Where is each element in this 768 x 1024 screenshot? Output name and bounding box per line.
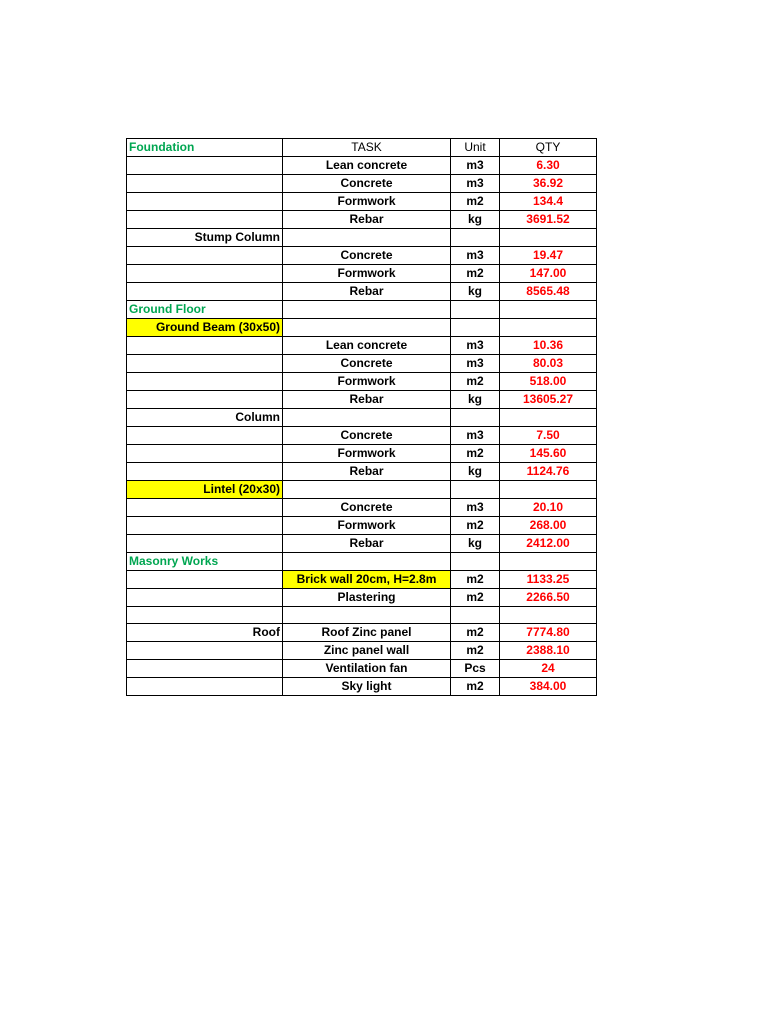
section-cell [127, 157, 283, 175]
unit-cell: kg [451, 211, 500, 229]
task-cell [283, 607, 451, 624]
section-cell [127, 607, 283, 624]
table-row [127, 642, 597, 660]
qty-cell: 1133.25 [500, 571, 597, 589]
unit-cell: m2 [451, 624, 500, 642]
highlighted-task-cell: Brick wall 20cm, H=2.8m [283, 571, 451, 589]
section-cell [127, 355, 283, 373]
table-row [127, 265, 597, 283]
task-cell: Rebar [283, 463, 451, 481]
table-row [127, 535, 597, 553]
section-cell [127, 247, 283, 265]
qty-cell [500, 319, 597, 337]
unit-cell [451, 553, 500, 571]
table-row [127, 319, 597, 337]
section-cell [127, 193, 283, 211]
unit-cell: m3 [451, 499, 500, 517]
unit-cell: m3 [451, 427, 500, 445]
unit-cell: kg [451, 283, 500, 301]
table-row [127, 175, 597, 193]
task-cell [283, 553, 451, 571]
unit-cell: m2 [451, 589, 500, 607]
qty-cell: 13605.27 [500, 391, 597, 409]
task-cell: Concrete [283, 247, 451, 265]
unit-cell: m3 [451, 247, 500, 265]
table-row [127, 463, 597, 481]
unit-cell: kg [451, 391, 500, 409]
highlighted-subsection-label: Lintel (20x30) [127, 481, 283, 499]
unit-cell: kg [451, 463, 500, 481]
quantity-table [126, 138, 597, 696]
table-row [127, 391, 597, 409]
table-row [127, 211, 597, 229]
section-cell [127, 571, 283, 589]
task-cell: Concrete [283, 355, 451, 373]
section-cell [127, 642, 283, 660]
qty-cell: 80.03 [500, 355, 597, 373]
section-cell [127, 660, 283, 678]
qty-cell: 147.00 [500, 265, 597, 283]
table-row [127, 409, 597, 427]
unit-cell: m3 [451, 337, 500, 355]
table-row [127, 499, 597, 517]
qty-cell: 7774.80 [500, 624, 597, 642]
task-cell [283, 481, 451, 499]
task-column-header: TASK [283, 139, 451, 157]
task-cell: Ventilation fan [283, 660, 451, 678]
table-row [127, 193, 597, 211]
section-cell [127, 463, 283, 481]
unit-cell [451, 607, 500, 624]
task-cell: Formwork [283, 445, 451, 463]
qty-cell: 1124.76 [500, 463, 597, 481]
table-row [127, 571, 597, 589]
qty-cell: 384.00 [500, 678, 597, 696]
qty-cell: 268.00 [500, 517, 597, 535]
unit-cell: m2 [451, 517, 500, 535]
task-cell: Roof Zinc panel [283, 624, 451, 642]
table-row [127, 589, 597, 607]
task-cell: Formwork [283, 265, 451, 283]
qty-cell: 145.60 [500, 445, 597, 463]
section-cell [127, 517, 283, 535]
highlighted-subsection-label: Ground Beam (30x50) [127, 319, 283, 337]
section-cell [127, 535, 283, 553]
section-cell [127, 589, 283, 607]
section-cell [127, 265, 283, 283]
qty-cell: 10.36 [500, 337, 597, 355]
qty-cell [500, 301, 597, 319]
unit-column-header: Unit [451, 139, 500, 157]
table-row [127, 517, 597, 535]
section-cell [127, 499, 283, 517]
qty-cell: 134.4 [500, 193, 597, 211]
table-row [127, 337, 597, 355]
unit-cell: m2 [451, 642, 500, 660]
unit-cell: m2 [451, 373, 500, 391]
task-cell [283, 301, 451, 319]
qty-cell: 24 [500, 660, 597, 678]
table-row [127, 427, 597, 445]
qty-column-header: QTY [500, 139, 597, 157]
section-cell [127, 373, 283, 391]
section-cell [127, 445, 283, 463]
qty-cell [500, 229, 597, 247]
table-row [127, 373, 597, 391]
unit-cell: m2 [451, 571, 500, 589]
table-row [127, 445, 597, 463]
task-cell: Formwork [283, 193, 451, 211]
task-cell: Concrete [283, 499, 451, 517]
table-body [127, 139, 597, 696]
task-cell: Rebar [283, 535, 451, 553]
subsection-label: Column [127, 409, 283, 427]
qty-cell: 2412.00 [500, 535, 597, 553]
qty-cell: 518.00 [500, 373, 597, 391]
task-cell [283, 229, 451, 247]
table-row [127, 157, 597, 175]
qty-cell: 19.47 [500, 247, 597, 265]
table-row [127, 624, 597, 642]
table-row [127, 678, 597, 696]
task-cell: Lean concrete [283, 157, 451, 175]
task-cell: Rebar [283, 211, 451, 229]
unit-cell: m2 [451, 678, 500, 696]
section-cell [127, 175, 283, 193]
unit-cell: m2 [451, 193, 500, 211]
qty-cell: 2266.50 [500, 589, 597, 607]
subsection-label: Stump Column [127, 229, 283, 247]
task-cell: Concrete [283, 175, 451, 193]
unit-cell: m2 [451, 445, 500, 463]
unit-cell: m3 [451, 175, 500, 193]
qty-cell [500, 481, 597, 499]
table-row [127, 283, 597, 301]
task-cell: Sky light [283, 678, 451, 696]
task-cell: Lean concrete [283, 337, 451, 355]
qty-cell: 2388.10 [500, 642, 597, 660]
table-row [127, 481, 597, 499]
table-row [127, 301, 597, 319]
qty-cell [500, 409, 597, 427]
section-heading: Ground Floor [127, 301, 283, 319]
unit-cell [451, 481, 500, 499]
table-row [127, 607, 597, 624]
task-cell: Plastering [283, 589, 451, 607]
unit-cell: m3 [451, 157, 500, 175]
qty-cell: 7.50 [500, 427, 597, 445]
unit-cell [451, 319, 500, 337]
table-row [127, 660, 597, 678]
unit-cell: m2 [451, 265, 500, 283]
header-row [127, 139, 597, 157]
unit-cell: m3 [451, 355, 500, 373]
subsection-label: Roof [127, 624, 283, 642]
table-row [127, 229, 597, 247]
unit-cell: kg [451, 535, 500, 553]
task-cell: Formwork [283, 373, 451, 391]
qty-cell [500, 607, 597, 624]
task-cell [283, 409, 451, 427]
section-cell [127, 678, 283, 696]
qty-cell [500, 553, 597, 571]
task-cell: Rebar [283, 283, 451, 301]
qty-cell: 8565.48 [500, 283, 597, 301]
unit-cell: Pcs [451, 660, 500, 678]
table-row [127, 355, 597, 373]
task-cell: Rebar [283, 391, 451, 409]
section-cell [127, 427, 283, 445]
unit-cell [451, 301, 500, 319]
section-cell [127, 391, 283, 409]
unit-cell [451, 229, 500, 247]
task-cell: Formwork [283, 517, 451, 535]
unit-cell [451, 409, 500, 427]
section-cell [127, 337, 283, 355]
task-cell: Zinc panel wall [283, 642, 451, 660]
table-row [127, 247, 597, 265]
qty-cell: 20.10 [500, 499, 597, 517]
table-row [127, 553, 597, 571]
task-cell [283, 319, 451, 337]
section-cell [127, 211, 283, 229]
section-cell [127, 283, 283, 301]
qty-cell: 36.92 [500, 175, 597, 193]
section-heading-foundation: Foundation [127, 139, 283, 157]
section-heading: Masonry Works [127, 553, 283, 571]
qty-cell: 6.30 [500, 157, 597, 175]
task-cell: Concrete [283, 427, 451, 445]
qty-cell: 3691.52 [500, 211, 597, 229]
